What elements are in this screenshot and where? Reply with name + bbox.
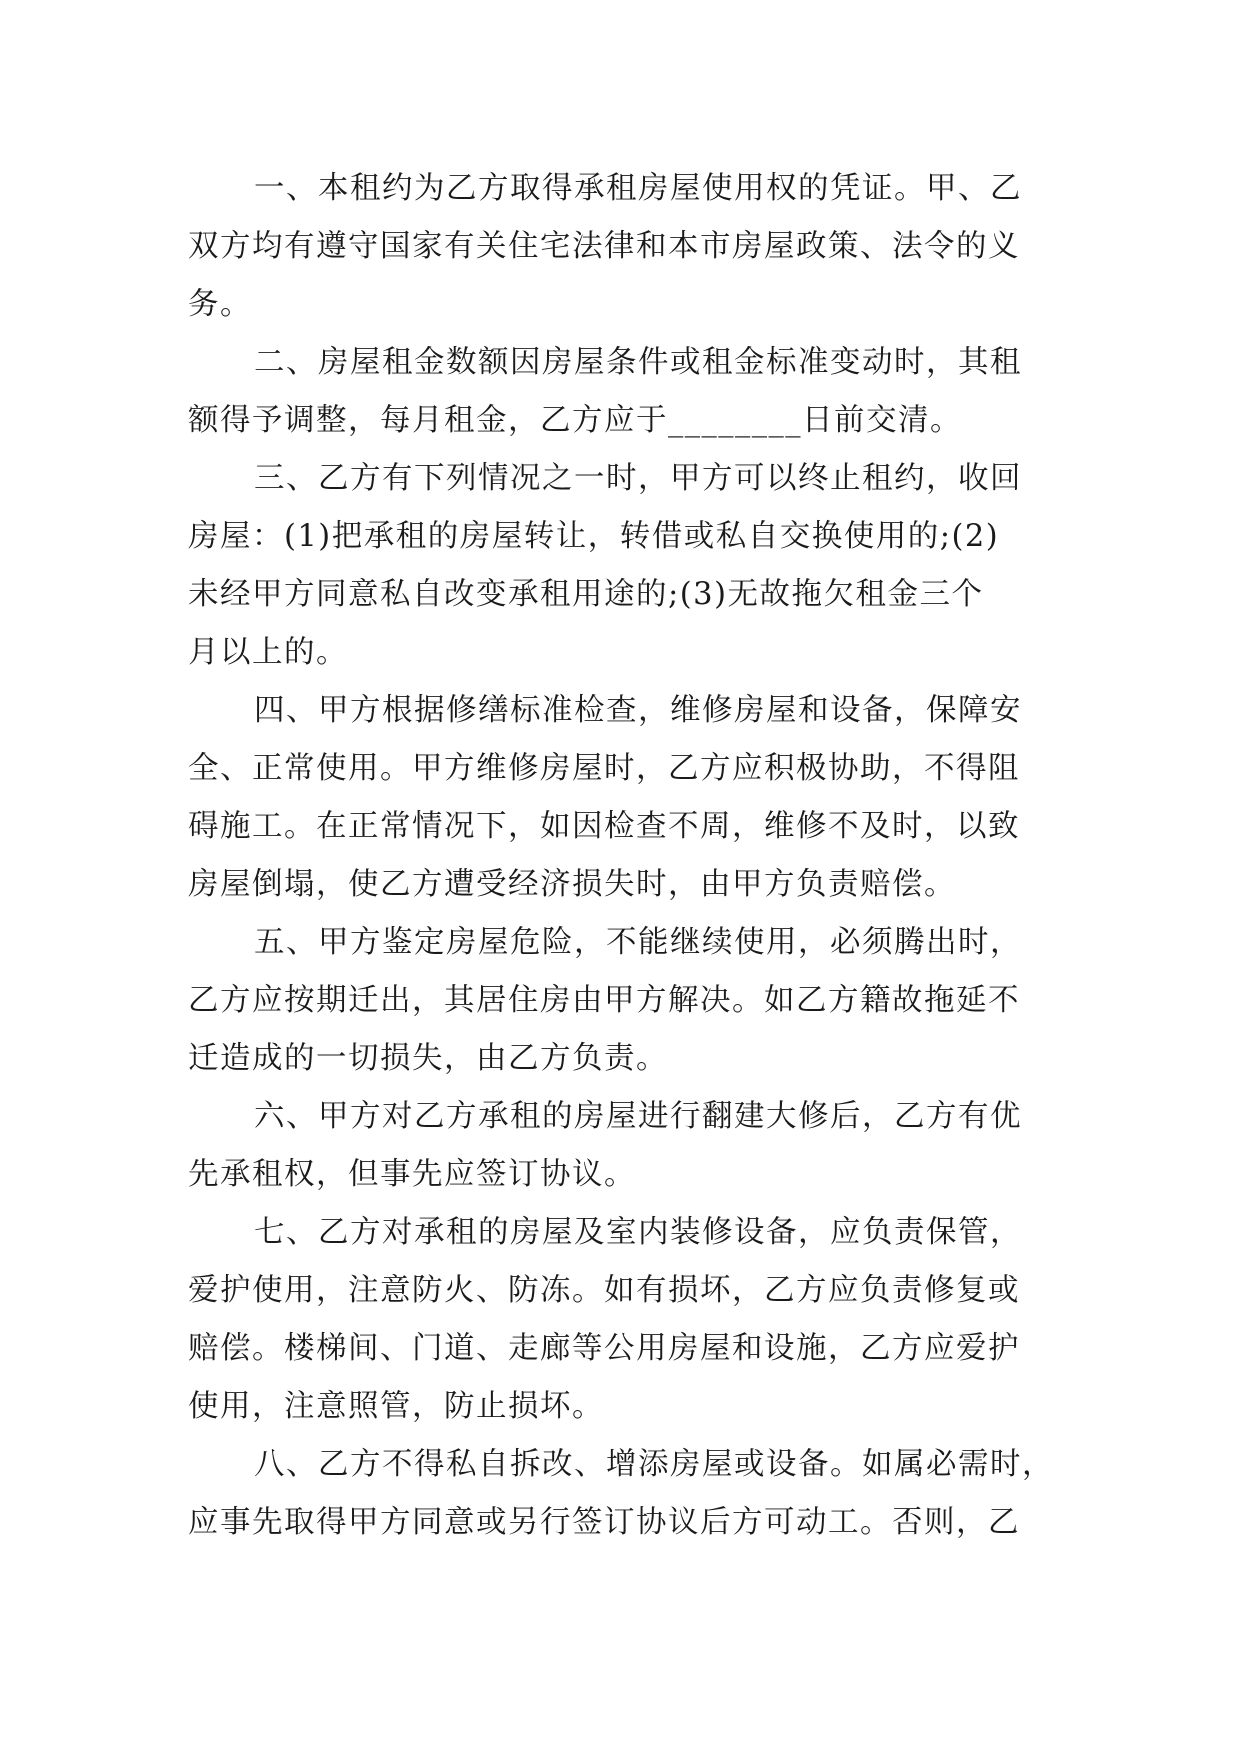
clause-line: 六、甲方对乙方承租的房屋进行翻建大修后，乙方有优 [254,1099,1022,1134]
clause-line: 四、甲方根据修缮标准检查，维修房屋和设备，保障安 [254,693,1022,728]
clause-line: 未经甲方同意私自改变承租用途的;(3)无故拖欠租金三个 [188,577,984,612]
clause-7 [188,1204,1058,1436]
clause-4 [188,682,1058,914]
clause-1 [188,160,1058,334]
clause-line: 赔偿。楼梯间、门道、走廊等公用房屋和设施，乙方应爱护 [188,1331,1020,1366]
clause-line: 房屋：(1)把承租的房屋转让，转借或私自交换使用的;(2) [188,519,1000,554]
clause-line: 爱护使用，注意防火、防冻。如有损坏，乙方应负责修复或 [188,1273,1020,1308]
clause-line: 全、正常使用。甲方维修房屋时，乙方应积极协助，不得阻 [188,751,1020,786]
clause-line: 房屋倒塌，使乙方遭受经济损失时，由甲方负责赔偿。 [188,867,956,902]
clause-3 [188,450,1058,682]
clause-line: 一、本租约为乙方取得承租房屋使用权的凭证。甲、乙 [254,171,1022,206]
clause-6 [188,1088,1058,1204]
clause-line: 碍施工。在正常情况下，如因检查不周，维修不及时，以致 [188,809,1020,844]
clause-line: 双方均有遵守国家有关住宅法律和本市房屋政策、法令的义 [188,229,1020,264]
document-body [188,160,1058,1552]
clause-line: 七、乙方对承租的房屋及室内装修设备，应负责保管， [254,1215,1022,1250]
clause-line: 务。 [188,287,252,322]
clause-2 [188,334,1058,450]
clause-line: 额得予调整，每月租金，乙方应于________日前交清。 [188,403,962,438]
clause-line: 五、甲方鉴定房屋危险，不能继续使用，必须腾出时， [254,925,1022,960]
clause-5 [188,914,1058,1088]
clause-line: 月以上的。 [188,635,348,670]
clause-line: 先承租权，但事先应签订协议。 [188,1157,636,1192]
clause-line: 三、乙方有下列情况之一时，甲方可以终止租约，收回 [254,461,1022,496]
clause-line: 二、房屋租金数额因房屋条件或租金标准变动时，其租 [254,345,1022,380]
clause-8 [188,1436,1058,1552]
clause-line: 乙方应按期迁出，其居住房由甲方解决。如乙方籍故拖延不 [188,983,1020,1018]
clause-line: 使用，注意照管，防止损坏。 [188,1389,604,1424]
clause-line: 应事先取得甲方同意或另行签订协议后方可动工。否则，乙 [188,1505,1020,1540]
clause-line: 迁造成的一切损失，由乙方负责。 [188,1041,668,1076]
clause-line: 八、乙方不得私自拆改、增添房屋或设备。如属必需时， [254,1447,1054,1482]
